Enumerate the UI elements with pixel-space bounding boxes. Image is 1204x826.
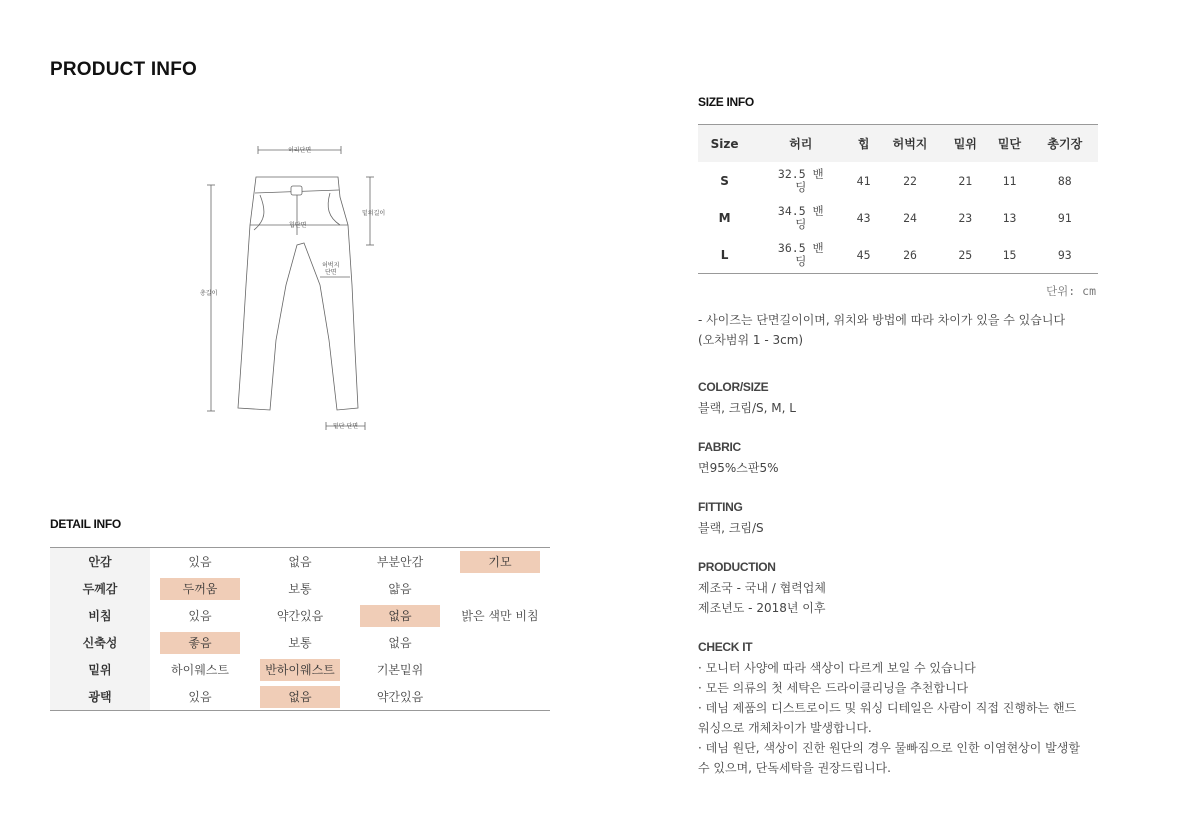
detail-row [50, 629, 550, 656]
production-line-1: 제조국 - 국내 / 협력업체 [698, 581, 826, 595]
detail-option [150, 548, 250, 576]
detail-option [350, 629, 450, 656]
size-value: 22 [903, 173, 917, 188]
hip-label: 힙단면 [289, 222, 307, 229]
size-column-header: 힙 [850, 125, 876, 163]
check-it-heading: CHECK IT [698, 640, 753, 654]
fitting-value: 블랙, 크림/S [698, 521, 764, 535]
detail-option-text: 보통 [288, 635, 312, 650]
detail-option-text: 좋음 [160, 632, 240, 654]
production-values [698, 578, 1108, 618]
size-value: 43 [856, 210, 871, 225]
detail-option-text: 없음 [360, 605, 440, 627]
size-note-line-1: - 사이즈는 단면길이이며, 위치와 방법에 따라 차이가 있을 수 있습니다 [698, 313, 1066, 327]
production-heading: PRODUCTION [698, 560, 776, 574]
detail-option-selected [250, 683, 350, 711]
detail-option [350, 656, 450, 683]
detail-option-text: 보통 [288, 581, 312, 596]
detail-option-selected [150, 629, 250, 656]
detail-row-label: 광택 [50, 683, 150, 711]
detail-option-text: 기모 [460, 551, 540, 573]
size-info-heading: SIZE INFO [698, 95, 754, 109]
size-value: 45 [856, 247, 871, 262]
size-value [751, 162, 850, 199]
length-label: 총길이 [200, 290, 218, 297]
size-value: 24 [903, 210, 917, 225]
thigh-label: 허벅지 [322, 262, 340, 269]
check-it-line: · 데님 원단, 색상이 진한 원단의 경우 물빠짐으로 인한 이염현상이 발생할 [698, 741, 1080, 755]
detail-option-text: 약간있음 [376, 689, 424, 704]
waist-value: 36.5 밴딩 [777, 240, 824, 268]
rise-label: 밑위길이 [362, 210, 386, 217]
size-value: 15 [1002, 247, 1017, 262]
size-column-header: 밑단 [987, 125, 1031, 163]
detail-option [450, 656, 550, 683]
detail-option [250, 575, 350, 602]
detail-option-text: 두꺼움 [160, 578, 240, 600]
detail-option-selected [250, 656, 350, 683]
detail-info-table [50, 547, 550, 711]
detail-option-selected [150, 575, 250, 602]
check-it-line: 워싱으로 개체차이가 발생합니다. [698, 721, 872, 735]
size-value: 91 [1057, 210, 1072, 225]
size-row [698, 199, 1098, 236]
size-note [698, 310, 1108, 350]
detail-row-label: 밑위 [50, 656, 150, 683]
thigh-label-2: 단면 [325, 269, 337, 276]
color-size-heading: COLOR/SIZE [698, 380, 769, 394]
size-column-header: 허리 [751, 125, 850, 163]
size-info-table [698, 124, 1098, 274]
detail-option-selected [450, 548, 550, 576]
size-column-header: 밑위 [943, 125, 987, 163]
size-value: 41 [856, 173, 871, 188]
size-column-header: 총기장 [1032, 125, 1098, 163]
detail-info-heading: DETAIL INFO [50, 517, 121, 531]
size-row [698, 236, 1098, 274]
detail-option [450, 602, 550, 629]
pants-measurement-diagram [190, 135, 390, 440]
detail-option-text: 밝은 색만 비침 [461, 608, 539, 623]
fabric-value: 면95%스판5% [698, 461, 779, 475]
color-size-value: 블랙, 크림/S, M, L [698, 401, 796, 415]
detail-row [50, 602, 550, 629]
size-value: 88 [1057, 173, 1072, 188]
detail-row [50, 575, 550, 602]
detail-option [450, 629, 550, 656]
detail-option-text: 하이웨스트 [171, 662, 229, 677]
detail-option [350, 548, 450, 576]
check-it-line: · 데님 제품의 디스트로이드 및 워싱 디테일은 사람이 직접 진행하는 핸드 [698, 701, 1077, 715]
size-label: S [720, 173, 729, 188]
size-column-header: Size [698, 125, 751, 163]
size-value: 25 [958, 247, 973, 262]
detail-option [450, 683, 550, 711]
detail-option-text: 얇음 [388, 581, 412, 596]
size-column-header: 허벅지 [877, 125, 943, 163]
detail-option [350, 683, 450, 711]
detail-option [250, 629, 350, 656]
size-value: 11 [1002, 173, 1017, 188]
size-value [751, 236, 850, 274]
detail-row [50, 656, 550, 683]
unit-note: 단위: cm [1046, 284, 1096, 298]
detail-option-text: 없음 [260, 686, 340, 708]
check-it-line: 수 있으며, 단독세탁을 권장드립니다. [698, 761, 891, 775]
detail-option-text: 있음 [188, 554, 212, 569]
size-value [751, 199, 850, 236]
detail-option-text: 있음 [188, 608, 212, 623]
hem-label: 밑단 단면 [333, 423, 359, 430]
size-value: 13 [1002, 210, 1017, 225]
detail-option [250, 548, 350, 576]
detail-option-text: 부분안감 [376, 554, 424, 569]
size-value: 21 [958, 173, 973, 188]
detail-option-text: 없음 [388, 635, 412, 650]
detail-option-selected [350, 602, 450, 629]
fabric-heading: FABRIC [698, 440, 741, 454]
detail-option [350, 575, 450, 602]
detail-row [50, 683, 550, 711]
size-row [698, 162, 1098, 199]
detail-option-text: 없음 [288, 554, 312, 569]
detail-option-text: 약간있음 [276, 608, 324, 623]
detail-option [150, 656, 250, 683]
size-note-line-2: (오차범위 1 - 3cm) [698, 333, 804, 347]
detail-row-label: 안감 [50, 548, 150, 576]
detail-option [150, 602, 250, 629]
waist-label: 허리단면 [288, 147, 312, 154]
detail-option [150, 683, 250, 711]
production-line-2: 제조년도 - 2018년 이후 [698, 601, 826, 615]
size-value: 93 [1057, 247, 1072, 262]
detail-option-text: 기본밑위 [376, 662, 424, 677]
detail-row-label: 신축성 [50, 629, 150, 656]
page-title: PRODUCT INFO [50, 59, 198, 80]
detail-row-label: 비침 [50, 602, 150, 629]
check-it-line: · 모니터 사양에 따라 색상이 다르게 보일 수 있습니다 [698, 661, 976, 675]
detail-option [250, 602, 350, 629]
detail-option [450, 575, 550, 602]
detail-row [50, 548, 550, 576]
waist-value: 32.5 밴딩 [777, 166, 824, 194]
check-it-line: · 모든 의류의 첫 세탁은 드라이클리닝을 추천합니다 [698, 681, 969, 695]
detail-option-text: 있음 [188, 689, 212, 704]
detail-row-label: 두께감 [50, 575, 150, 602]
fitting-heading: FITTING [698, 500, 743, 514]
size-value: 23 [958, 210, 973, 225]
size-label: M [718, 210, 731, 225]
size-value: 26 [903, 247, 917, 262]
detail-option-text: 반하이웨스트 [260, 659, 340, 681]
waist-value: 34.5 밴딩 [777, 203, 824, 231]
check-it-list [698, 658, 1108, 778]
size-label: L [720, 247, 729, 262]
